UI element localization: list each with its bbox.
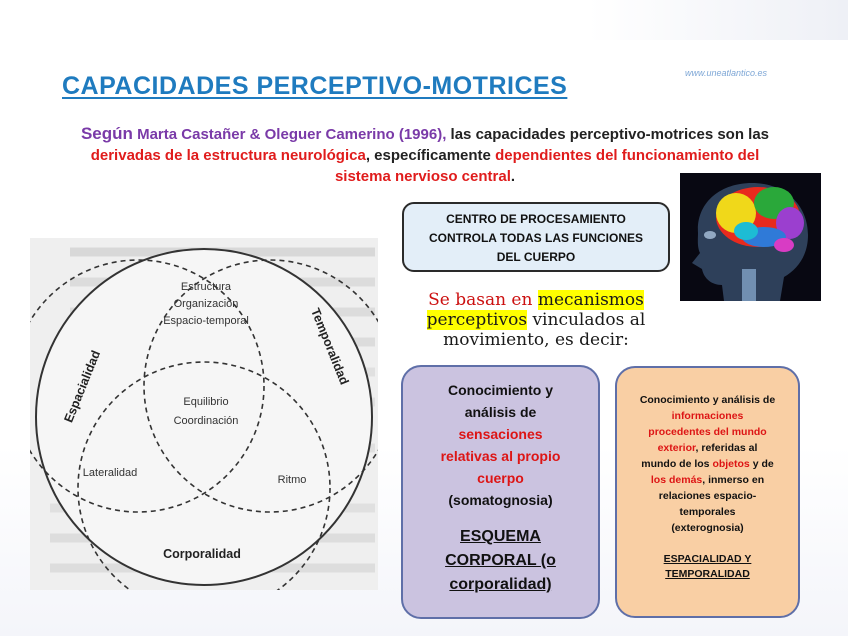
centro-line-2: CONTROLA TODAS LAS FUNCIONES [428, 231, 643, 245]
basan-text [396, 290, 676, 350]
box-right-red1: informaciones [671, 410, 744, 422]
intro-authors: Marta Castañer & Oleguer Camerino (1996), [137, 126, 447, 143]
box-left-l2: análisis de [464, 404, 537, 420]
box-left-red3: cuerpo [477, 470, 524, 486]
venn-right-label: Ritmo [277, 474, 307, 486]
intro-text-2: , específicamente [365, 147, 491, 164]
box-left-l3: (somatognosia) [448, 492, 553, 508]
basan-highlight-2: perceptivos [426, 310, 528, 330]
intro-red-1: derivadas de la estructura neurológica [90, 147, 366, 164]
centro-procesamiento-box [402, 202, 670, 272]
box-right-espa1: ESPACIALIDAD Y [663, 553, 752, 565]
box-right-l3: mundo de los [641, 458, 710, 470]
somatognosia-text [403, 379, 598, 511]
box-right-red3: exterior [657, 442, 696, 454]
venn-left-label: Lateralidad [82, 467, 138, 479]
intro-end: . [510, 168, 516, 185]
espacialidad-temporalidad-label [617, 552, 798, 582]
intro-paragraph [70, 123, 780, 187]
box-left-red2: relativas al propio [440, 448, 561, 464]
box-right-l7: temporales [679, 506, 736, 518]
box-right-l1: Conocimiento y análisis de [639, 394, 776, 406]
page-title: CAPACIDADES PERCEPTIVO-MOTRICES [62, 72, 568, 100]
box-left-esq2: CORPORAL (o [445, 552, 556, 569]
watermark: www.uneatlantico.es [685, 68, 768, 78]
venn-center-line-1: Equilibrio [183, 396, 229, 408]
exterognosia-text [617, 392, 798, 536]
corner-decoration [588, 0, 848, 40]
basan-part-2: vinculados al [527, 310, 646, 330]
basan-highlight-1: mecanismos [537, 290, 644, 310]
box-right-l6: relaciones espacio- [658, 490, 757, 502]
centro-line-1: CENTRO DE PROCESAMIENTO [446, 212, 626, 226]
basan-part-1: Se basan en [428, 290, 538, 310]
somatognosia-box [401, 365, 600, 619]
box-right-red4: objetos [712, 458, 750, 470]
box-right-l8: (exterognosia) [671, 522, 744, 534]
intro-segun: Según [80, 124, 133, 143]
centro-line-3: DEL CUERPO [496, 250, 576, 264]
box-right-red2: procedentes del mundo [648, 426, 767, 438]
basan-line-3: movimiento, es decir: [443, 330, 629, 350]
venn-top-line-1: Estructura [180, 281, 232, 293]
box-right-l5: , inmerso en [702, 474, 765, 486]
box-right-l2: , referidas al [695, 442, 758, 454]
box-right-red5: los demás [650, 474, 703, 486]
box-left-red1: sensaciones [458, 426, 543, 442]
venn-top-line-2: Organización [173, 298, 239, 310]
box-left-esq3: corporalidad) [449, 576, 552, 593]
exterognosia-box [615, 366, 800, 618]
venn-center-line-2: Coordinación [173, 415, 239, 427]
brain-image [680, 173, 821, 301]
venn-label-espacialidad: Espacialidad [61, 348, 104, 425]
venn-label-corporalidad: Corporalidad [163, 547, 241, 561]
box-left-l1: Conocimiento y [447, 382, 553, 398]
venn-top-line-3: Espacio-temporal [163, 315, 249, 327]
box-right-espa2: TEMPORALIDAD [665, 568, 750, 580]
intro-red-2: dependientes del funcionamiento del sistema nervioso central [334, 147, 760, 185]
intro-text-1: las capacidades perceptivo-motrices son las [450, 126, 770, 143]
box-right-l4: y de [749, 458, 774, 470]
esquema-corporal-label [403, 525, 598, 597]
box-left-esq1: ESQUEMA [460, 528, 541, 545]
venn-label-temporalidad: Temporalidad [308, 306, 352, 387]
venn-diagram [30, 238, 378, 590]
